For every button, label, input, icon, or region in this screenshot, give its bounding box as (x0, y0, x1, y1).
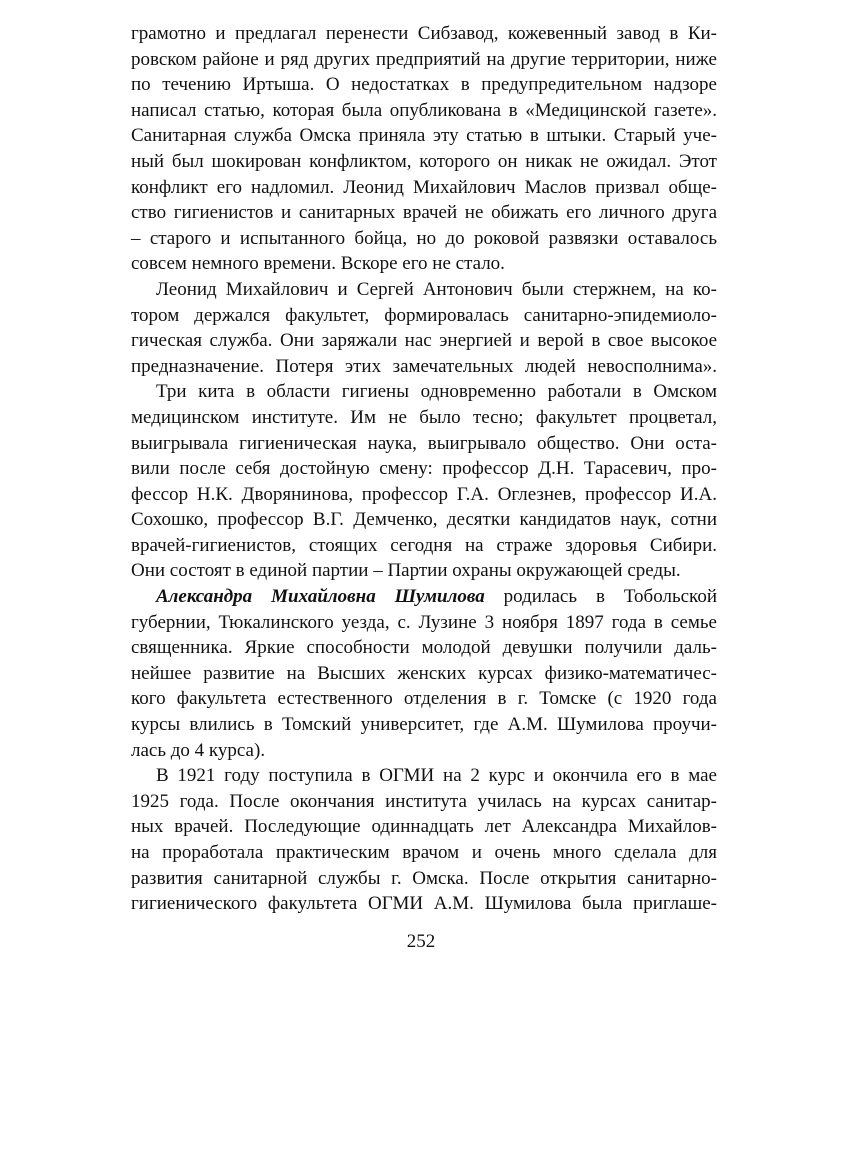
paragraph-3 (131, 379, 717, 584)
text-line: предназначение. Потеря этих замечательных людей невосполнима». (131, 355, 717, 377)
text-line: В 1921 году поступила в ОГМИ на 2 курс и окончила его в мае (156, 765, 717, 787)
text-line: нейшее развитие на Высших женских курсах физико-математичес- (131, 662, 717, 684)
text-line: – старого и испытанного бойца, но до роковой развязки оставалось (131, 227, 717, 249)
text-line: гигиенического факультета ОГМИ А.М. Шумилова была приглаше- (131, 893, 717, 915)
text-line: Леонид Михайлович и Сергей Антонович были стержнем, на ко- (156, 278, 717, 300)
text-line: конфликт его надломил. Леонид Михайлович Маслов призвал обще- (131, 176, 717, 198)
person-name-emphasis: Александра Михайловна Шумилова (156, 586, 485, 608)
text-line: написал статью, которая была опубликована в «Медицинской газете». (131, 99, 717, 121)
paragraph-1 (131, 21, 717, 277)
text-line: Санитарная служба Омска приняла эту статью в штыки. Старый уче- (131, 125, 717, 147)
text-line: вили после себя достойную смену: профессор Д.Н. Тарасевич, про- (131, 458, 717, 480)
text-line: Сохошко, профессор В.Г. Демченко, десятки кандидатов наук, сотни (131, 509, 717, 531)
text-line: тором держался факультет, формировалась санитарно-эпидемиоло- (131, 304, 717, 326)
text-line: грамотно и предлагал перенести Сибзавод, кожевенный завод в Ки- (131, 23, 717, 44)
text-line: на проработала практическим врачом и очень много сделала для (131, 842, 717, 863)
text-line: лась до 4 курса). (131, 739, 266, 761)
text-line: фессор Н.К. Дворянинова, профессор Г.А. Оглезнев, профессор И.А. (131, 483, 717, 505)
text-line: кого факультета естественного отделения в г. Томске (с 1920 года (131, 688, 717, 710)
body-text (131, 21, 717, 917)
text-line: врачей-гигиенистов, стоящих сегодня на страже здоровья Сибири. (131, 534, 717, 556)
text-line: Три кита в области гигиены одновременно работали в Омском (156, 381, 717, 403)
text-line: развития санитарной службы г. Омска. После открытия санитарно- (131, 867, 717, 889)
text-line: совсем немного времени. Вскоре его не стало. (131, 253, 505, 275)
text-line: медицинском институте. Им не было тесно; факультет процветал, (131, 406, 717, 428)
text-line (131, 584, 717, 610)
text-fragment: родилась в Тобольской (484, 586, 717, 608)
paragraph-2 (131, 277, 717, 379)
text-line: Они состоят в единой партии – Партии охраны окружающей среды. (131, 560, 681, 582)
text-line: ных врачей. Последующие одиннадцать лет Александра Михайлов- (131, 816, 717, 838)
page-number: 252 (406, 931, 436, 952)
text-line: ный был шокирован конфликтом, которого он никак не ожидал. Этот (131, 150, 717, 172)
paragraph-4 (131, 584, 717, 763)
text-line: ровском районе и ряд других предприятий на другие территории, ниже (131, 48, 717, 70)
text-line: 1925 года. После окончания института училась на курсах санитар- (131, 790, 717, 812)
paragraph-5 (131, 763, 717, 917)
text-line: гическая служба. Они заряжали нас энергией и верой в свое высокое (131, 330, 717, 352)
text-line: губернии, Тюкалинского уезда, с. Лузине 3 ноября 1897 года в семье (131, 611, 717, 633)
text-line: священника. Яркие способности молодой девушки получили даль- (131, 637, 717, 659)
text-line: курсы влились в Томский университет, где А.М. Шумилова проучи- (131, 714, 717, 736)
text-line: выигрывала гигиеническая наука, выигрывало общество. Они оста- (131, 432, 717, 454)
text-line: по течению Иртыша. О недостатках в предупредительном надзоре (131, 74, 717, 96)
text-line: ство гигиенистов и санитарных врачей не обижать его личного друга (131, 202, 717, 224)
